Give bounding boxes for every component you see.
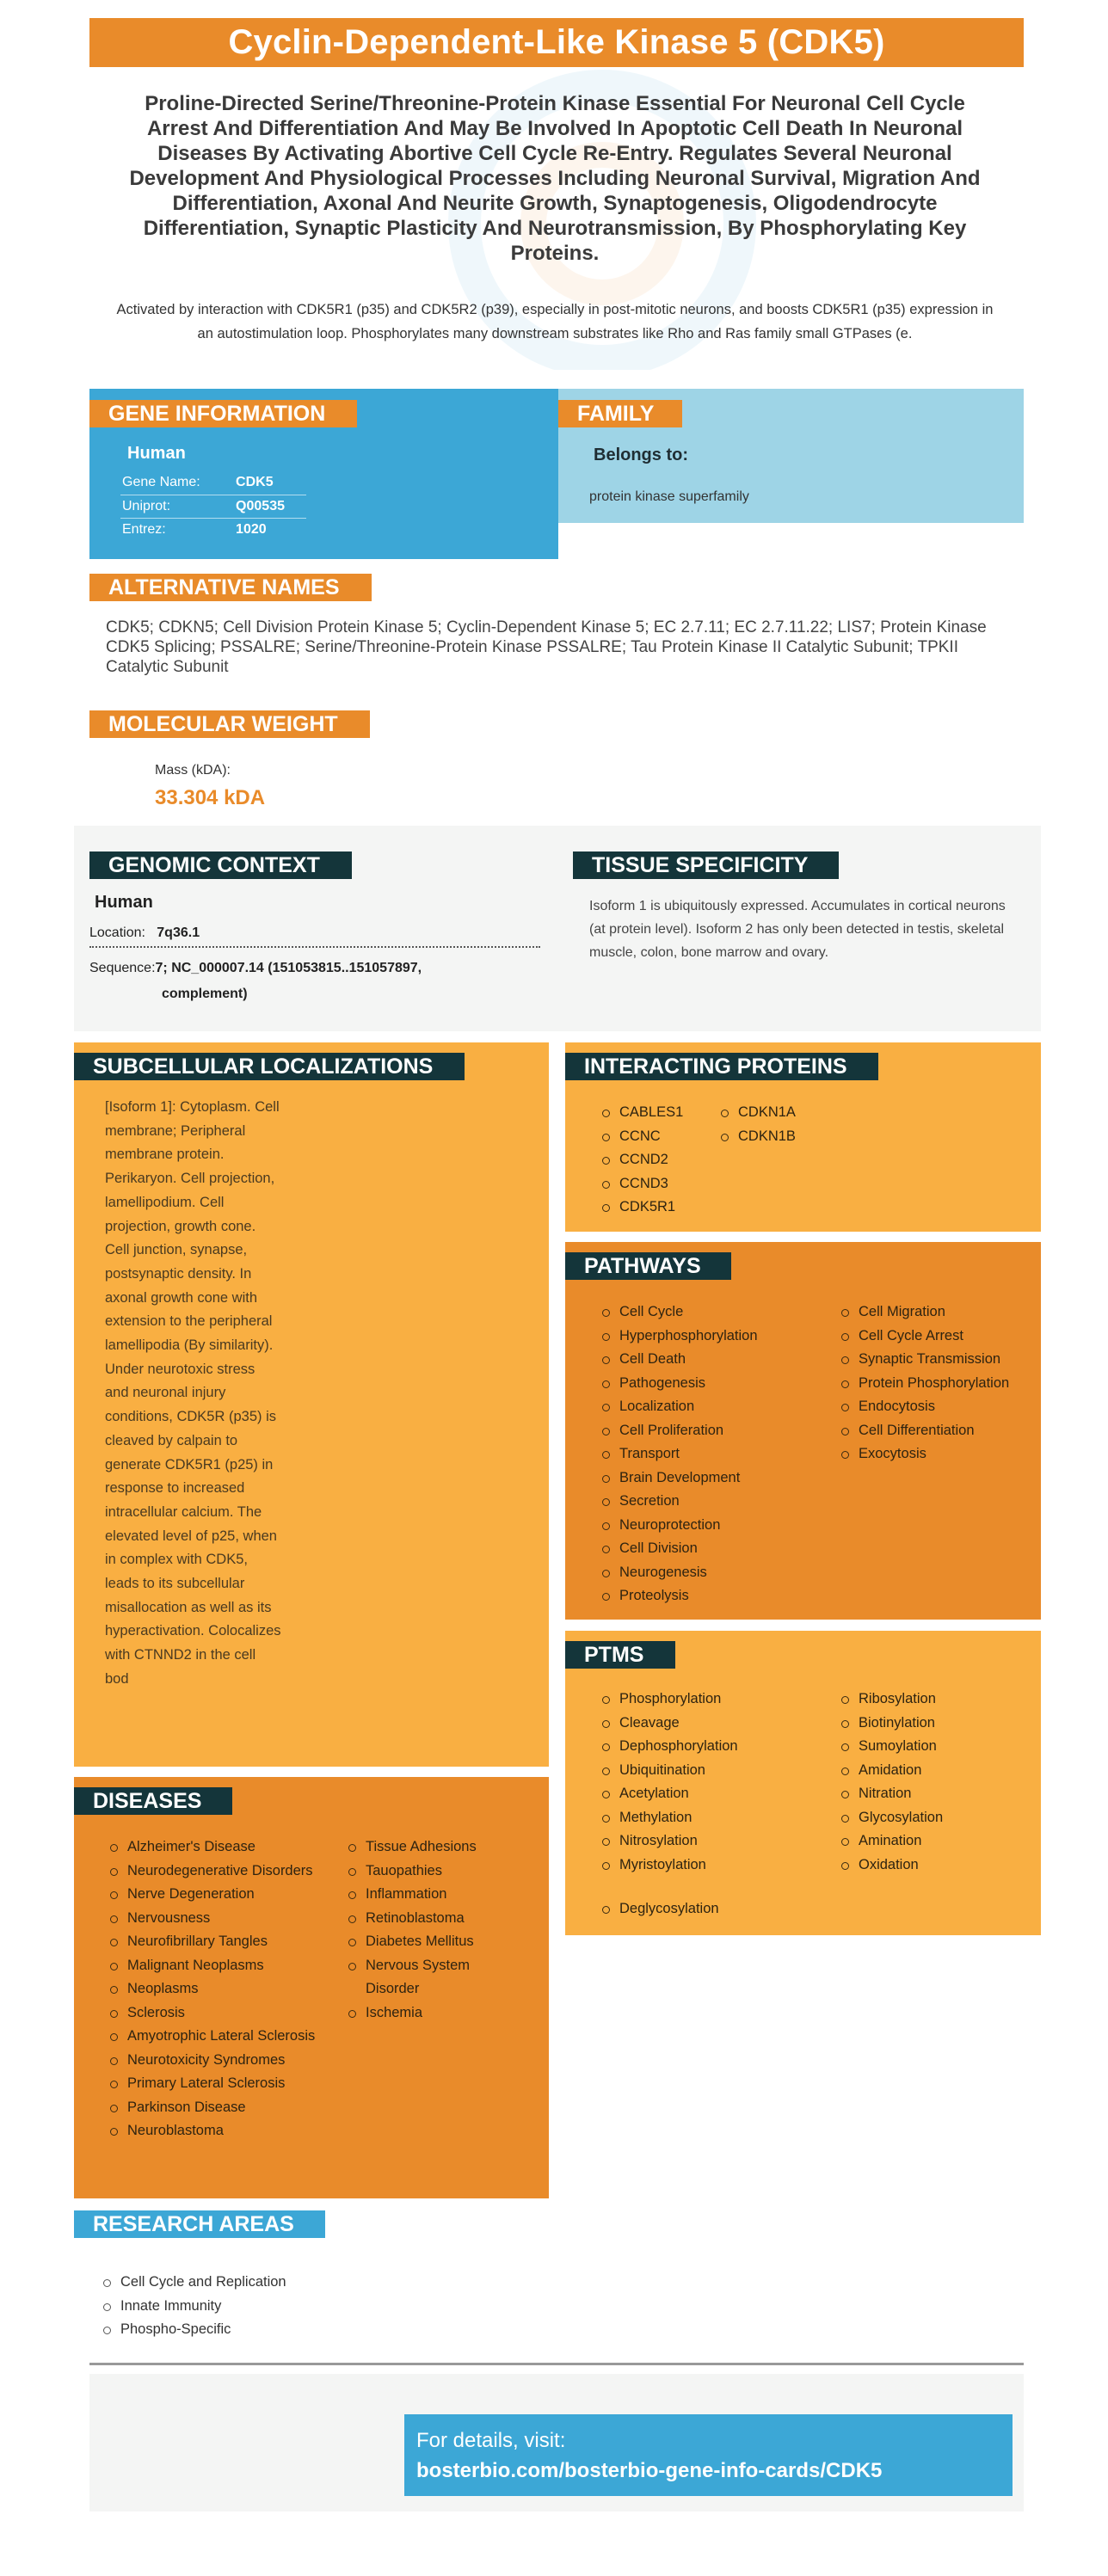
location-label: Location: [89, 925, 145, 940]
list-item: Proteolysis [602, 1584, 758, 1608]
ptms-list-1 [602, 1688, 738, 1877]
tissue-specificity-heading: TISSUE SPECIFICITY [573, 851, 839, 879]
research-areas-list [103, 2271, 286, 2342]
alternative-names-heading: ALTERNATIVE NAMES [89, 574, 372, 601]
list-item: CCNC [602, 1125, 683, 1149]
list-item: Amidation [841, 1759, 943, 1783]
list-item: Cell Death [602, 1348, 758, 1372]
list-item: Acetylation [602, 1782, 738, 1806]
footer-divider [89, 2363, 1024, 2365]
table-row [120, 495, 306, 518]
table-row [120, 518, 306, 541]
list-item: Oxidation [841, 1854, 943, 1878]
details-link[interactable] [404, 2414, 1013, 2496]
list-item: Cleavage [602, 1712, 738, 1736]
list-item: Cell Division [602, 1537, 758, 1561]
list-item: CDKN1B [721, 1125, 796, 1149]
list-item: Tissue Adhesions [348, 1835, 520, 1860]
list-item: Amination [841, 1829, 943, 1854]
family-heading: FAMILY [558, 400, 682, 427]
entrez-label: Entrez: [122, 521, 166, 537]
protein-function-description: Proline-Directed Serine/Threonine-Protein Kinase Essential For Neuronal Cell Cycle Arrest And Differentiation And May Be Involved In Apoptotic Cell Death In Neuronal Diseases By Activating Abortive Cell Cycle Re-Entry. Regulates Several Neuronal Development And Physiological Processes Including Neuronal Survival, Migration And Differentiation, Axonal And Neurite Growth, Synaptogenesis, Oligodendrocyte Differentiation, Synaptic Plasticity And Neurotransmission, By Phosphorylating Key Proteins. [129, 92, 981, 265]
table-row [120, 471, 306, 495]
gene-info-table [120, 471, 306, 541]
list-item: Brain Development [602, 1466, 758, 1491]
list-item: Cell Proliferation [602, 1419, 758, 1443]
interacting-proteins-heading: INTERACTING PROTEINS [565, 1053, 878, 1080]
ptms-heading: PTMS [565, 1641, 675, 1669]
tissue-specificity-text: Isoform 1 is ubiquitously expressed. Accumulates in cortical neurons (at protein level). Isoform 2 has only been detected in testis, skeletal muscle, colon, bone marrow and ovary. [589, 899, 1006, 960]
list-item: Nitration [841, 1782, 943, 1806]
list-item: Phosphorylation [602, 1688, 738, 1712]
list-item: Nervousness [110, 1907, 317, 1931]
sequence-value: 7; NC_000007.14 (151053815..151057897, [155, 961, 422, 975]
list-item: Glycosylation [841, 1806, 943, 1830]
list-item: Sumoylation [841, 1735, 943, 1759]
ptms-list-2 [841, 1688, 943, 1877]
list-item: Inflammation [348, 1883, 520, 1907]
gene-name-value: CDK5 [234, 471, 306, 495]
list-item: Ubiquitination [602, 1759, 738, 1783]
list-item: Neurofibrillary Tangles [110, 1930, 317, 1954]
list-item: Neurogenesis [602, 1561, 758, 1585]
diseases-list-2 [348, 1835, 520, 2025]
subcellular-text: [Isoform 1]: Cytoplasm. Cell membrane; Peripheral membrane protein. Perikaryon. Cell projection, lamellipodium. Cell projection, growth cone. Cell junction, synapse, postsynaptic density. In axonal growth cone with extension to the peripheral lamellipodia (By similarity). Under neurotoxic stress and neuronal injury conditions, CDK5R (p35) is cleaved by calpain to generate CDK5R1 (p25) in response to increased intracellular calcium. The elevated level of p25, when in complex with CDK5, leads to its subcellular misallocation as well as its hyperactivation. Colocalizes with CTNND2 in the cell bod [105, 1099, 281, 1687]
list-item: Hyperphosphorylation [602, 1325, 758, 1349]
list-item: CDK5R1 [602, 1196, 683, 1220]
sequence-label: Sequence: [89, 961, 156, 975]
list-item: Cell Cycle and Replication [103, 2271, 286, 2295]
pathways-list-1 [602, 1300, 758, 1608]
details-url[interactable]: bosterbio.com/bosterbio-gene-info-cards/CDK5 [416, 2459, 883, 2482]
list-item: Nervous System Disorder [348, 1954, 520, 2001]
genomic-species: Human [95, 893, 153, 912]
gene-information-heading: GENE INFORMATION [89, 400, 357, 427]
list-item: Cell Migration [841, 1300, 1009, 1325]
list-item: Synaptic Transmission [841, 1348, 1009, 1372]
list-item: CCND2 [602, 1148, 683, 1172]
details-label: For details, visit: [416, 2429, 566, 2452]
list-item: Dephosphorylation [602, 1735, 738, 1759]
activation-summary: Activated by interaction with CDK5R1 (p35) and CDK5R2 (p39), especially in post-mitotic neurons, and boosts CDK5R1 (p35) expression in an autostimulation loop. Phosphorylates many downstream substrates like Rho and Ras family small GTPases (e. [116, 302, 994, 341]
molecular-weight-heading: MOLECULAR WEIGHT [89, 710, 370, 738]
list-item: Methylation [602, 1806, 738, 1830]
list-item: Cell Cycle [602, 1300, 758, 1325]
list-item: Sclerosis [110, 2001, 317, 2026]
family-value: protein kinase superfamily [589, 489, 749, 504]
location-value: 7q36.1 [157, 925, 200, 940]
subcellular-heading: SUBCELLULAR LOCALIZATIONS [74, 1053, 465, 1080]
list-item: Neoplasms [110, 1977, 317, 2001]
list-item: Ischemia [348, 2001, 520, 2026]
list-item: CDKN1A [721, 1101, 796, 1125]
sequence-continuation: complement) [162, 987, 248, 1001]
mass-value: 33.304 kDA [155, 786, 266, 809]
research-areas-heading: RESEARCH AREAS [74, 2210, 325, 2238]
list-item: Tauopathies [348, 1860, 520, 1884]
list-item: Amyotrophic Lateral Sclerosis [110, 2025, 317, 2049]
uniprot-value: Q00535 [234, 495, 306, 518]
list-item: Phospho-Specific [103, 2318, 286, 2342]
page-title: Cyclin-Dependent-Like Kinase 5 (CDK5) [89, 18, 1024, 67]
list-item: Cell Cycle Arrest [841, 1325, 1009, 1349]
uniprot-label: Uniprot: [120, 495, 234, 518]
list-item: Cell Differentiation [841, 1419, 1009, 1443]
genomic-context-heading: GENOMIC CONTEXT [89, 851, 352, 879]
list-item: Neuroblastoma [110, 2119, 317, 2143]
list-item: Transport [602, 1442, 758, 1466]
list-item: Malignant Neoplasms [110, 1954, 317, 1978]
list-item: Biotinylation [841, 1712, 943, 1736]
list-item: Parkinson Disease [110, 2096, 317, 2120]
list-item: Retinoblastoma [348, 1907, 520, 1931]
list-item: Diabetes Mellitus [348, 1930, 520, 1954]
list-item: Myristoylation [602, 1854, 738, 1878]
diseases-list-1 [110, 1835, 317, 2143]
diseases-heading: DISEASES [74, 1787, 232, 1815]
list-item: Localization [602, 1395, 758, 1419]
list-item: Endocytosis [841, 1395, 1009, 1419]
list-item: Secretion [602, 1490, 758, 1514]
list-item: Nitrosylation [602, 1829, 738, 1854]
list-item: Neuroprotection [602, 1514, 758, 1538]
list-item: Protein Phosphorylation [841, 1372, 1009, 1396]
list-item: Nerve Degeneration [110, 1883, 317, 1907]
list-item: Pathogenesis [602, 1372, 758, 1396]
list-item: Exocytosis [841, 1442, 1009, 1466]
pathways-heading: PATHWAYS [565, 1252, 731, 1280]
mass-label: Mass (kDA): [155, 763, 231, 778]
list-item: Ribosylation [841, 1688, 943, 1712]
gene-species: Human [127, 444, 186, 463]
list-item: Primary Lateral Sclerosis [110, 2072, 317, 2096]
list-item: Neurodegenerative Disorders [110, 1860, 317, 1884]
alternative-names-text: CDK5; CDKN5; Cell Division Protein Kinase 5; Cyclin-Dependent Kinase 5; EC 2.7.11; EC 2.7.11.22; LIS7; Protein Kinase CDK5 Splicing; PSSALRE; Serine/Threonine-Protein Kinase PSSALRE; Tau Protein Kinase II Catalytic Subunit; TPKII Catalytic Subunit [106, 618, 987, 676]
interacting-proteins-list-1 [602, 1101, 683, 1220]
list-item: CCND3 [602, 1172, 683, 1196]
interacting-proteins-list-2 [721, 1101, 796, 1148]
family-belongs-label: Belongs to: [594, 446, 688, 464]
list-item: CABLES1 [602, 1101, 683, 1125]
genomic-sequence [89, 956, 540, 1007]
list-item: Deglycosylation [602, 1897, 719, 1921]
list-item: Neurotoxicity Syndromes [110, 2049, 317, 2073]
gene-name-label: Gene Name: [120, 471, 234, 495]
list-item: Innate Immunity [103, 2295, 286, 2319]
list-item: Alzheimer's Disease [110, 1835, 317, 1860]
genomic-location [89, 925, 540, 948]
pathways-list-2 [841, 1300, 1009, 1466]
entrez-value: 1020 [236, 521, 267, 537]
ptms-list-extra [602, 1897, 719, 1921]
